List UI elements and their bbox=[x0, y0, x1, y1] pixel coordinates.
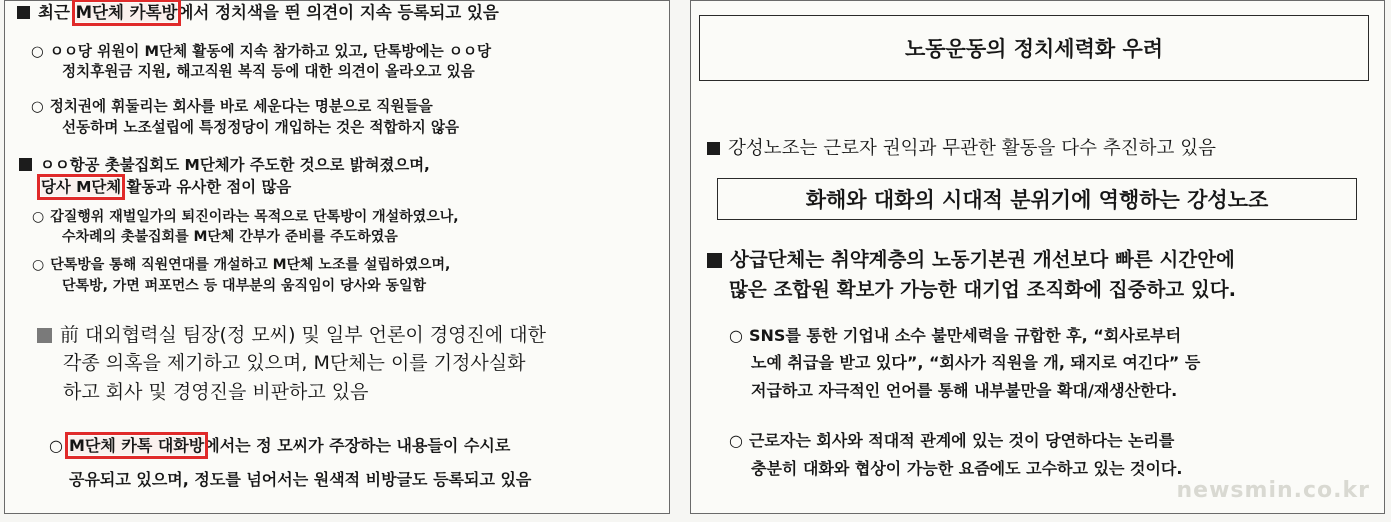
left-bullet-3: 前 대외협력실 팀장(정 모씨) 및 일부 언론이 경영진에 대한 bbox=[37, 326, 546, 345]
square-bullet-icon bbox=[19, 158, 32, 171]
left-bullet-1: 최근 M단체 카톡방에서 정치색을 띈 의견이 지속 등록되고 있음 bbox=[17, 5, 499, 22]
right-bullet-2: 상급단체는 취약계층의 노동기본권 개선보다 빠른 시간안에 bbox=[707, 250, 1235, 270]
circle-bullet-icon: ○ bbox=[32, 209, 45, 225]
highlight-box: M단체 카톡방 bbox=[75, 3, 178, 22]
circle-bullet-icon: ○ bbox=[31, 43, 44, 60]
highlight-box: 당사 M단체 bbox=[41, 178, 122, 196]
right-bullet-1: 강성노조는 근로자 권익과 무관한 활동을 다수 추진하고 있음 bbox=[707, 140, 1216, 159]
right-sub-1-line3: 저급하고 자극적인 언어를 통해 내부불만을 확대/재생산한다. bbox=[751, 381, 1178, 400]
circle-bullet-icon: ○ bbox=[31, 98, 44, 115]
left-sub-3-1-line2: 공유되고 있으며, 정도를 넘어서는 원색적 비방글도 등록되고 있음 bbox=[69, 470, 532, 489]
left-bullet-2: ㅇㅇ항공 촛불집회도 M단체가 주도한 것으로 밝혀졌으며, bbox=[19, 158, 430, 173]
left-sub-2-1: ○ 갑질행위 재벌일가의 퇴진이라는 목적으로 단톡방이 개설하였으나, bbox=[32, 209, 459, 225]
left-sub-3-1: ○ M단체 카톡 대화방에서는 정 모씨가 주장하는 내용들이 수시로 bbox=[49, 436, 511, 455]
right-sub-1-line2: 노예 취급을 받고 있다”, “회사가 직원을 개, 돼지로 여긴다” 등 bbox=[751, 353, 1201, 372]
circle-bullet-icon: ○ bbox=[49, 436, 63, 455]
watermark: newsmin.co.kr bbox=[1176, 478, 1370, 503]
subtitle-box: 화해와 대화의 시대적 분위기에 역행하는 강성노조 bbox=[717, 178, 1357, 220]
square-bullet-icon bbox=[707, 253, 722, 268]
left-document-panel bbox=[4, 0, 670, 514]
right-document-panel bbox=[690, 0, 1385, 514]
left-bullet-3-line3: 하고 회사 및 경영진을 비판하고 있음 bbox=[63, 381, 369, 403]
circle-bullet-icon: ○ bbox=[729, 431, 743, 450]
title-box: 노동운동의 정치세력화 우려 bbox=[699, 15, 1369, 81]
left-sub-1-2-line2: 선동하며 노조설립에 특정정당이 개입하는 것은 적합하지 않음 bbox=[62, 119, 460, 136]
left-sub-2-2: ○ 단톡방을 통해 직원연대를 개설하고 M단체 노조를 설립하였으며, bbox=[32, 257, 451, 273]
right-sub-2: ○ 근로자는 회사와 적대적 관계에 있는 것이 당연하다는 논리를 bbox=[729, 431, 1175, 450]
highlight-box: M단체 카톡 대화방 bbox=[68, 436, 205, 455]
left-sub-2-2-line2: 단톡방, 가면 퍼포먼스 등 대부분의 움직임이 당사와 동일함 bbox=[62, 278, 427, 294]
left-sub-1-1-line2: 정치후원금 지원, 해고직원 복직 등에 대한 의견이 올라오고 있음 bbox=[62, 63, 475, 80]
square-bullet-icon bbox=[707, 142, 720, 155]
left-sub-2-1-line2: 수차례의 촛불집회를 M단체 간부가 준비를 주도하였음 bbox=[62, 229, 398, 245]
left-sub-1-2: ○ 정치권에 휘둘리는 회사를 바로 세운다는 명분으로 직원들을 bbox=[31, 98, 433, 115]
right-sub-2-line2: 충분히 대화와 협상이 가능한 요즘에도 고수하고 있는 것이다. bbox=[751, 459, 1183, 478]
right-sub-1: ○ SNS를 통한 기업내 소수 불만세력을 규합한 후, “회사로부터 bbox=[729, 326, 1182, 345]
right-bullet-2-line2: 많은 조합원 확보가 가능한 대기업 조직화에 집중하고 있다. bbox=[729, 278, 1237, 301]
left-sub-1-1: ○ ㅇㅇ당 위원이 M단체 활동에 지속 참가하고 있고, 단톡방에는 ㅇㅇ당 bbox=[31, 43, 492, 60]
circle-bullet-icon: ○ bbox=[32, 257, 45, 273]
square-bullet-icon bbox=[37, 328, 52, 343]
circle-bullet-icon: ○ bbox=[729, 326, 743, 345]
square-bullet-icon bbox=[17, 6, 30, 19]
left-bullet-2-line2: 당사 M단체 활동과 유사한 점이 많음 bbox=[41, 178, 292, 196]
left-bullet-3-line2: 각종 의혹을 제기하고 있으며, M단체는 이를 기정사실화 bbox=[63, 352, 526, 374]
